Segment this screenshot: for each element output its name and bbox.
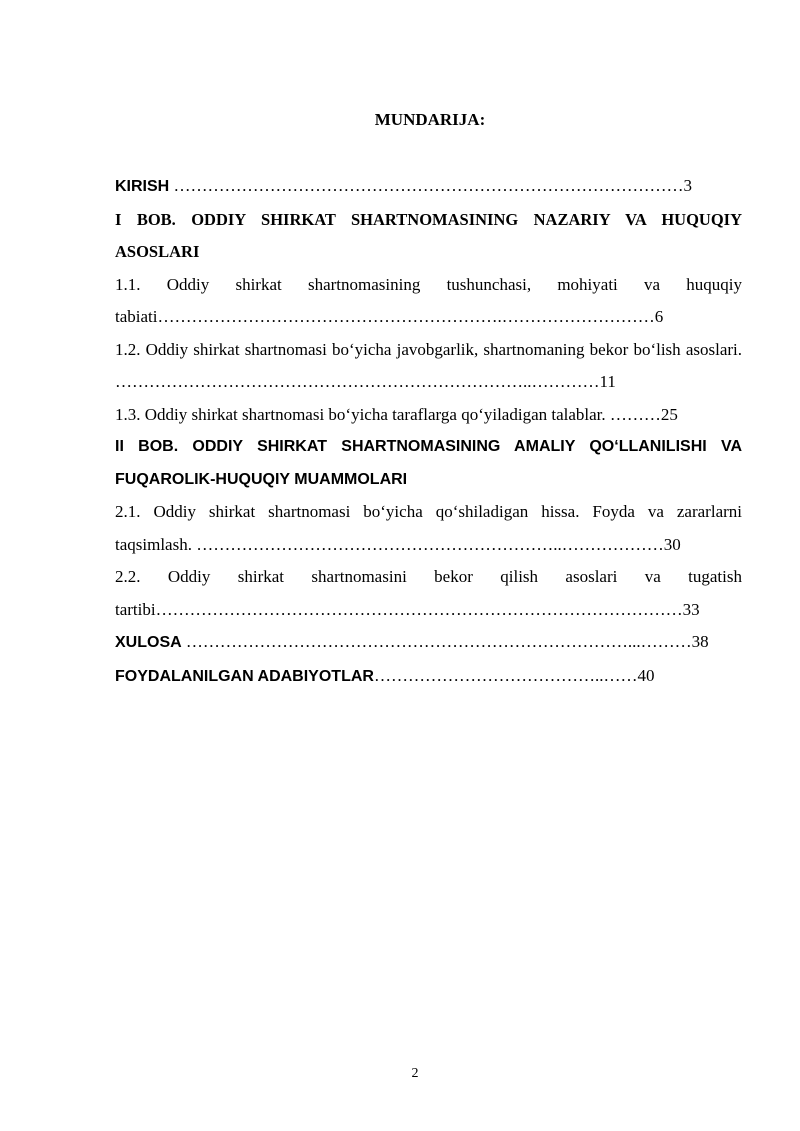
toc-entry-xulosa[interactable] — [115, 626, 742, 660]
toc-entry-2-2[interactable]: 2.2. Oddiy shirkat shartnomasini bekor qilish asoslari va tugatish tartibi…………………………………………………………………………………33 — [115, 567, 742, 619]
toc-label-adabiyotlar: FOYDALANILGAN ADABIYOTLAR — [115, 667, 374, 685]
toc-chapter-1[interactable]: I BOB. ODDIY SHIRKAT SHARTNOMASINING NAZARIY VA HUQUQIY ASOSLARI — [115, 209, 742, 261]
toc-entry-kirish[interactable] — [115, 170, 742, 204]
toc-entry-2-1[interactable]: 2.1. Oddiy shirkat shartnomasi bo‘yicha qo‘shiladigan hissa. Foyda va zararlarni taqsimlash. ………………………………………………………..………………30 — [115, 502, 742, 554]
toc-leader-adabiyotlar: …………………………………..……40 — [373, 665, 655, 685]
page-title: MUNDARIJA: — [374, 110, 486, 129]
toc-entry-adabiyotlar[interactable] — [115, 660, 742, 694]
toc-entry-1-3[interactable]: 1.3. Oddiy shirkat shartnomasi bo‘yicha taraflarga qo‘yiladigan talablar. ………25 — [115, 404, 678, 424]
toc-chapter-2[interactable]: II BOB. ODDIY SHIRKAT SHARTNOMASINING AMALIY QO‘LLANILISHI VA FUQAROLIK-HUQUQIY MUAMMOLARI — [115, 438, 742, 488]
toc-label-kirish: KIRISH — [115, 178, 170, 195]
table-of-contents — [115, 170, 742, 693]
toc-leader-xulosa: ……………………………………………………………………...………38 — [181, 632, 709, 651]
page-number: 2 — [411, 1066, 419, 1081]
toc-leader-kirish: ………………………………………………………………………………3 — [169, 176, 692, 195]
toc-label-xulosa: XULOSA — [115, 634, 182, 651]
toc-entry-1-1[interactable]: 1.1. Oddiy shirkat shartnomasining tushunchasi, mohiyati va huquqiy tabiati…………………………………………………….………………………6 — [115, 274, 742, 326]
toc-entry-1-2[interactable]: 1.2. Oddiy shirkat shartnomasi bo‘yicha javobgarlik, shartnomaning bekor bo‘lish asoslari. ………………………………………………………………..…………11 — [115, 339, 742, 391]
